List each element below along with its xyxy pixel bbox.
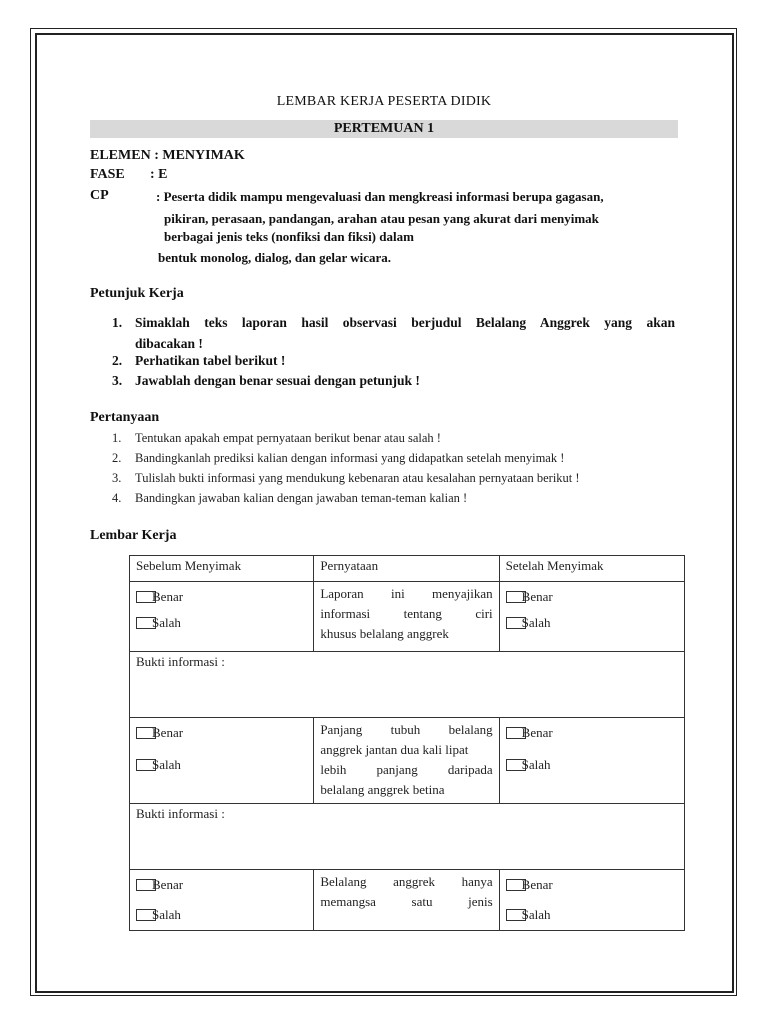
item-text: Jawablah dengan benar sesuai dengan petunjuk ! <box>135 373 420 388</box>
fase-row <box>90 167 168 183</box>
option-salah-after[interactable] <box>506 752 678 778</box>
option-label: Benar <box>521 877 553 892</box>
option-salah-after[interactable] <box>506 902 678 928</box>
question-text: Bandingkan jawaban kalian dengan jawaban teman-teman kalian ! <box>135 491 468 505</box>
statement-line: belalang anggrek betina <box>320 782 445 797</box>
option-benar-before[interactable] <box>136 720 307 746</box>
item-text: Simaklah teks laporan hasil observasi berjudul Belalang Anggrek yang akan <box>135 315 675 330</box>
option-benar-after[interactable] <box>506 872 678 898</box>
question-item <box>112 448 564 469</box>
option-salah-before[interactable] <box>136 610 307 636</box>
elemen-value: : MENYIMAK <box>154 148 245 163</box>
statement-line: lebih panjang daripada <box>320 762 493 777</box>
statement-line: informasi tentang ciri <box>320 606 493 621</box>
table-row <box>130 718 685 804</box>
fase-value: : E <box>150 167 168 182</box>
option-label: Salah <box>521 907 551 922</box>
item-number: 3. <box>112 373 123 388</box>
worksheet-table <box>129 555 685 931</box>
option-label: Salah <box>152 757 181 772</box>
option-label: Benar <box>152 589 184 604</box>
question-number: 3. <box>112 471 122 485</box>
evidence-label: Bukti informasi : <box>136 654 225 669</box>
pertanyaan-title: Pertanyaan <box>90 410 160 425</box>
statement-line: Belalang anggrek hanya <box>320 874 493 889</box>
statement-cell <box>314 870 499 931</box>
option-label: Benar <box>521 725 553 740</box>
elemen-row <box>90 148 245 164</box>
option-label: Benar <box>152 877 184 892</box>
question-number: 2. <box>112 451 122 465</box>
question-text: Tulislah bukti informasi yang mendukung kebenaran atau kesalahan pernyataan berikut ! <box>135 471 580 485</box>
question-item <box>112 468 580 489</box>
header-sebelum: Sebelum Menyimak <box>130 556 314 582</box>
petunjuk-item <box>112 312 678 354</box>
evidence-cell[interactable] <box>130 652 685 718</box>
option-salah-before[interactable] <box>136 902 307 928</box>
item-text-continued: dibacakan ! <box>135 336 203 351</box>
elemen-key: ELEMEN <box>90 148 151 163</box>
statement-cell <box>314 582 499 652</box>
option-benar-before[interactable] <box>136 584 307 610</box>
question-item <box>112 488 467 509</box>
question-number: 1. <box>112 431 122 445</box>
lembar-title: Lembar Kerja <box>90 528 177 543</box>
after-options <box>499 870 684 931</box>
statement-line: Panjang tubuh belalang <box>320 722 493 737</box>
option-label: Salah <box>521 757 551 772</box>
table-header-row <box>130 556 685 582</box>
option-benar-before[interactable] <box>136 872 307 898</box>
table-row <box>130 870 685 931</box>
question-text: Bandingkanlah prediksi kalian dengan informasi yang didapatkan setelah menyimak ! <box>135 451 565 465</box>
fase-key: FASE <box>90 167 125 182</box>
cp-line-3: berbagai jenis teks (nonfiksi dan fiksi) dalam <box>164 229 414 244</box>
option-benar-after[interactable] <box>506 584 678 610</box>
meeting-banner: PERTEMUAN 1 <box>90 120 678 138</box>
petunjuk-item <box>112 370 678 391</box>
item-number: 1. <box>112 315 123 330</box>
before-options <box>130 870 314 931</box>
cp-line-1: : Peserta didik mampu mengevaluasi dan mengkreasi informasi berupa gagasan, <box>156 189 604 204</box>
evidence-row <box>130 804 685 870</box>
option-label: Benar <box>521 589 553 604</box>
question-text: Tentukan apakah empat pernyataan berikut benar atau salah ! <box>135 431 441 445</box>
evidence-label: Bukti informasi : <box>136 806 225 821</box>
evidence-row <box>130 652 685 718</box>
after-options <box>499 582 684 652</box>
statement-cell <box>314 718 499 804</box>
cp-key: CP <box>90 188 109 203</box>
document-title: LEMBAR KERJA PESERTA DIDIK <box>276 94 492 109</box>
option-salah-after[interactable] <box>506 610 678 636</box>
option-salah-before[interactable] <box>136 752 307 778</box>
item-text: Perhatikan tabel berikut ! <box>135 353 286 368</box>
table-row <box>130 582 685 652</box>
question-item <box>112 428 441 449</box>
option-label: Salah <box>152 907 181 922</box>
statement-line: Laporan ini menyajikan <box>320 586 493 601</box>
before-options <box>130 582 314 652</box>
cp-line-2: pikiran, perasaan, pandangan, arahan atau pesan yang akurat dari menyimak <box>164 211 599 226</box>
item-number: 2. <box>112 353 123 368</box>
statement-line: khusus belalang anggrek <box>320 626 449 641</box>
petunjuk-item <box>112 350 678 371</box>
header-setelah: Setelah Menyimak <box>499 556 684 582</box>
petunjuk-title: Petunjuk Kerja <box>90 286 184 301</box>
cp-line-4: bentuk monolog, dialog, dan gelar wicara. <box>158 250 392 265</box>
question-number: 4. <box>112 491 122 505</box>
before-options <box>130 718 314 804</box>
option-benar-after[interactable] <box>506 720 678 746</box>
option-label: Benar <box>152 725 184 740</box>
option-label: Salah <box>521 615 551 630</box>
header-pernyataan: Pernyataan <box>314 556 499 582</box>
statement-line: memangsa satu jenis <box>320 894 493 909</box>
evidence-cell[interactable] <box>130 804 685 870</box>
option-label: Salah <box>152 615 181 630</box>
statement-line: anggrek jantan dua kali lipat <box>320 742 469 757</box>
after-options <box>499 718 684 804</box>
